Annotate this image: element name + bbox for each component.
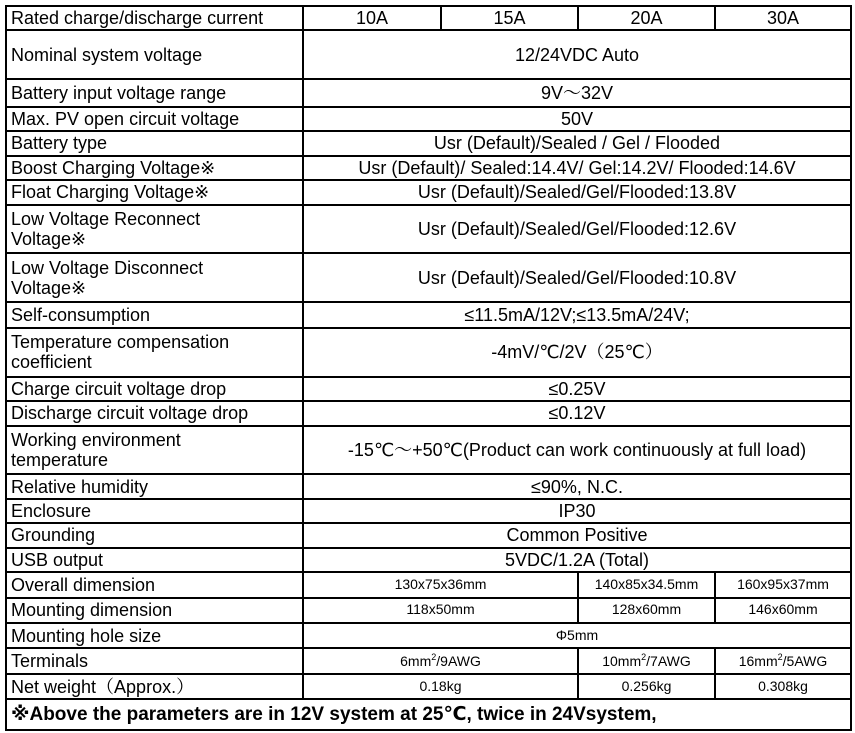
- table-row: [6, 6, 851, 30]
- row-value: Usr (Default)/Sealed/Gel/Flooded:10.8V: [303, 253, 851, 302]
- label-line: Voltage※: [11, 277, 87, 298]
- table-row: [6, 523, 851, 547]
- row-label: Max. PV open circuit voltage: [6, 107, 303, 131]
- row-label: Enclosure: [6, 499, 303, 523]
- row-label: [6, 426, 303, 475]
- table-row: [6, 499, 851, 523]
- table-row: [6, 699, 851, 730]
- weight-10a-15a: 0.18kg: [303, 674, 578, 699]
- row-value: -4mV/℃/2V（25℃）: [303, 328, 851, 377]
- superscript: 2: [641, 652, 647, 663]
- mounting-20a: 128x60mm: [578, 598, 715, 623]
- row-value: IP30: [303, 499, 851, 523]
- row-value: 12/24VDC Auto: [303, 30, 851, 79]
- row-label: Terminals: [6, 648, 303, 673]
- superscript: 2: [777, 652, 783, 663]
- row-value: Usr (Default)/ Sealed:14.4V/ Gel:14.2V/ Flooded:14.6V: [303, 156, 851, 180]
- table-row: [6, 377, 851, 401]
- row-label: Battery input voltage range: [6, 79, 303, 106]
- mounting-10a-15a: 118x50mm: [303, 598, 578, 623]
- table-row: [6, 30, 851, 79]
- table-row: [6, 205, 851, 254]
- row-value: 5VDC/1.2A (Total): [303, 548, 851, 572]
- row-value: ≤11.5mA/12V;≤13.5mA/24V;: [303, 302, 851, 327]
- row-label: Battery type: [6, 131, 303, 155]
- label-line: temperature: [11, 449, 109, 470]
- table-row: [6, 598, 851, 623]
- row-label: [6, 205, 303, 254]
- terminal-awg: /9AWG: [436, 653, 481, 670]
- table-row: [6, 107, 851, 131]
- row-value: ≤0.25V: [303, 377, 851, 401]
- footnote: ※Above the parameters are in 12V system at 25℃, twice in 24Vsystem,: [6, 699, 851, 730]
- label-line: Low Voltage Reconnect: [11, 208, 201, 229]
- row-label: Mounting dimension: [6, 598, 303, 623]
- table-row: [6, 426, 851, 475]
- weight-20a: 0.256kg: [578, 674, 715, 699]
- row-label: Net weight（Approx.）: [6, 674, 303, 699]
- mounting-30a: 146x60mm: [715, 598, 851, 623]
- row-label: Overall dimension: [6, 572, 303, 597]
- table-row: [6, 328, 851, 377]
- table-row: [6, 79, 851, 106]
- weight-30a: 0.308kg: [715, 674, 851, 699]
- terminal-size: 6mm: [400, 653, 432, 670]
- dimension-30a: 160x95x37mm: [715, 572, 851, 597]
- terminal-20a: [578, 648, 715, 673]
- table-row: [6, 623, 851, 648]
- label-line: Working environment: [11, 429, 181, 450]
- row-label: [6, 328, 303, 377]
- row-value: 9V～32V: [303, 79, 851, 106]
- terminal-30a: [715, 648, 851, 673]
- row-label: Mounting hole size: [6, 623, 303, 648]
- terminal-size: 16mm: [738, 653, 778, 670]
- table-row: [6, 302, 851, 327]
- table-row: [6, 548, 851, 572]
- specification-table: [5, 5, 852, 731]
- row-label: Boost Charging Voltage※: [6, 156, 303, 180]
- row-value: Usr (Default)/Sealed/Gel/Flooded:12.6V: [303, 205, 851, 254]
- row-value: Common Positive: [303, 523, 851, 547]
- table-row: [6, 156, 851, 180]
- model-20a-header: 20A: [578, 6, 715, 30]
- row-label: Grounding: [6, 523, 303, 547]
- terminal-size: 10mm: [602, 653, 642, 670]
- dimension-10a-15a: 130x75x36mm: [303, 572, 578, 597]
- model-10a-header: 10A: [303, 6, 441, 30]
- row-label: Discharge circuit voltage drop: [6, 401, 303, 425]
- table-row: [6, 674, 851, 699]
- table-row: [6, 572, 851, 597]
- row-label: Nominal system voltage: [6, 30, 303, 79]
- label-line: coefficient: [11, 352, 92, 373]
- table-row: [6, 401, 851, 425]
- table-row: [6, 131, 851, 155]
- terminal-awg: /7AWG: [646, 653, 691, 670]
- row-value: Usr (Default)/Sealed/Gel/Flooded:13.8V: [303, 180, 851, 204]
- terminal-10a-15a: [303, 648, 578, 673]
- table-row: [6, 474, 851, 498]
- label-line: Voltage※: [11, 228, 87, 249]
- row-value: -15℃～+50℃(Product can work continuously at full load): [303, 426, 851, 475]
- row-value: 50V: [303, 107, 851, 131]
- model-30a-header: 30A: [715, 6, 851, 30]
- label-line: Low Voltage Disconnect: [11, 257, 204, 278]
- label-line: Temperature compensation: [11, 332, 230, 353]
- dimension-20a: 140x85x34.5mm: [578, 572, 715, 597]
- row-value: Φ5mm: [303, 623, 851, 648]
- model-15a-header: 15A: [441, 6, 578, 30]
- table-row: [6, 253, 851, 302]
- terminal-awg: /5AWG: [782, 653, 828, 670]
- row-value: ≤90%, N.C.: [303, 474, 851, 498]
- table-row: [6, 180, 851, 204]
- row-label: Relative humidity: [6, 474, 303, 498]
- row-value: ≤0.12V: [303, 401, 851, 425]
- row-label: USB output: [6, 548, 303, 572]
- superscript: 2: [431, 652, 437, 663]
- row-label: Charge circuit voltage drop: [6, 377, 303, 401]
- row-value: Usr (Default)/Sealed / Gel / Flooded: [303, 131, 851, 155]
- table-row: [6, 648, 851, 673]
- row-label: Self-consumption: [6, 302, 303, 327]
- row-label: Float Charging Voltage※: [6, 180, 303, 204]
- row-label: [6, 253, 303, 302]
- header-label: Rated charge/discharge current: [6, 6, 303, 30]
